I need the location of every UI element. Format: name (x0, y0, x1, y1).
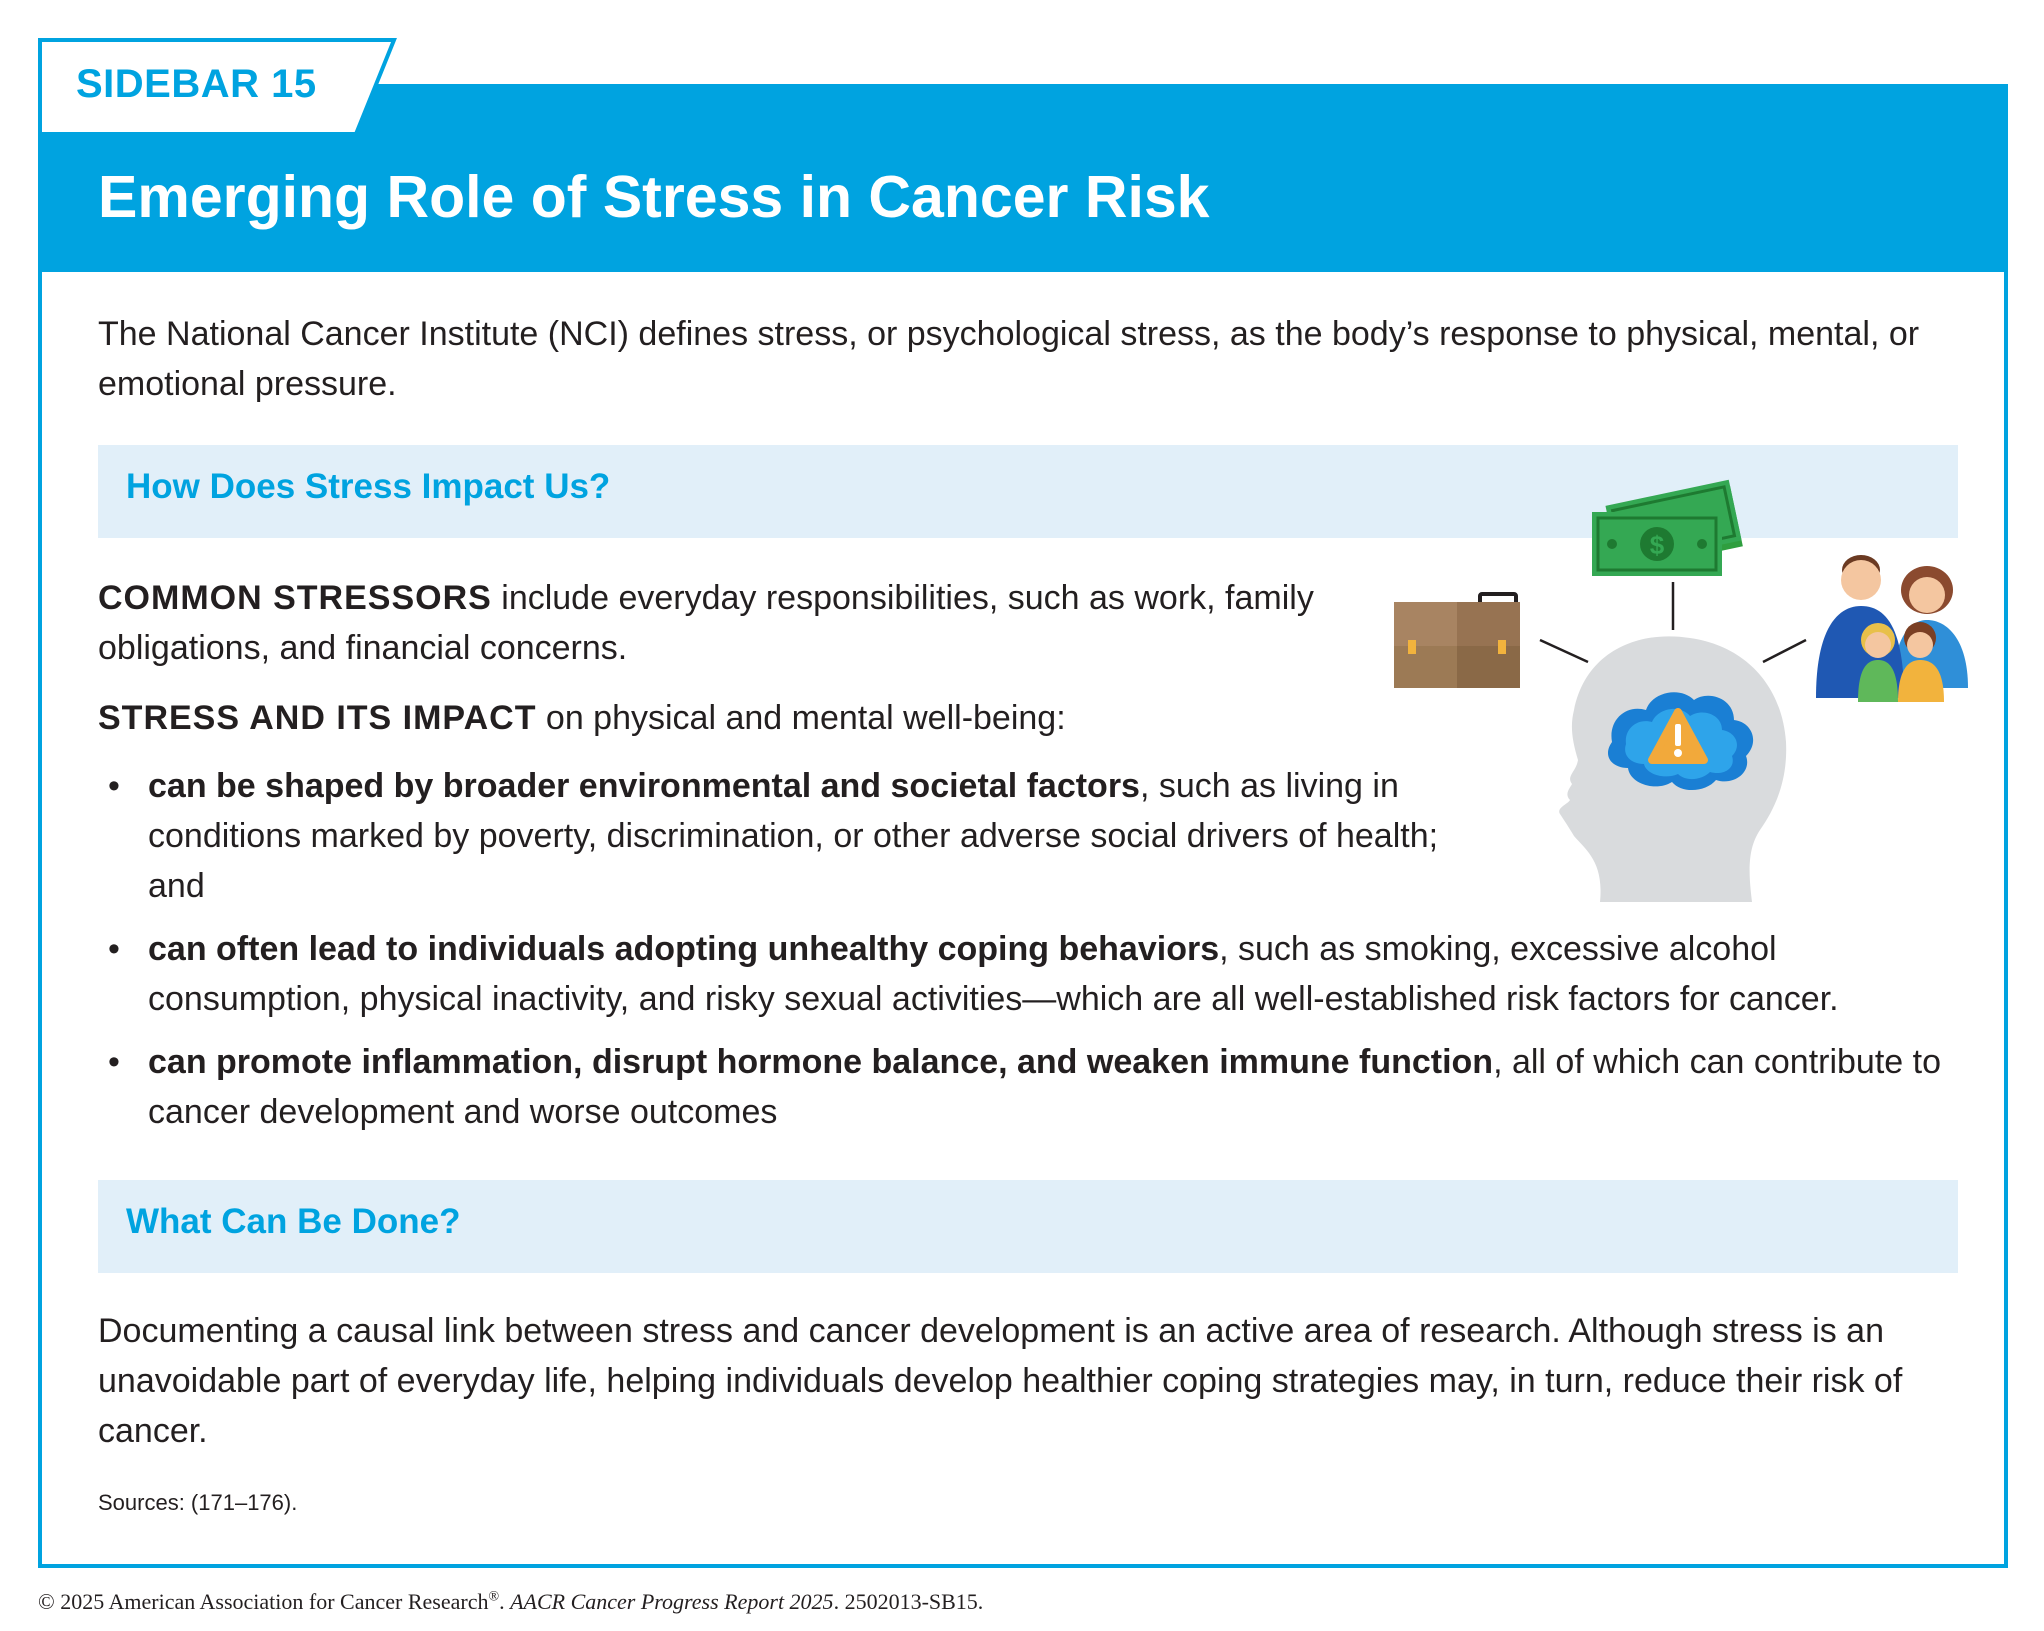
list-item (98, 924, 1978, 1024)
briefcase-icon (1394, 594, 1520, 688)
copyright-line (38, 1589, 983, 1615)
copyright-prefix: © 2025 American Association for Cancer Research (38, 1589, 489, 1614)
list-item (98, 761, 1483, 911)
bullet-dot: • (108, 1043, 120, 1081)
intro-paragraph: The National Cancer Institute (NCI) defines stress, or psychological stress, as the body’s response to physical, mental, or emotional pressure. (98, 315, 1920, 403)
stress-impact-paragraph (98, 693, 1338, 743)
stress-impact-text: on physical and mental well-being: (536, 699, 1066, 737)
common-stressors-text: include everyday responsibilities, such as work, family obligations, and financial concerns. (98, 579, 1314, 667)
bullet-bold-text: can often lead to individuals adopting unhealthy coping behaviors (148, 930, 1220, 968)
copyright-separator: . (499, 1589, 511, 1614)
sources-note: Sources: (171–176). (98, 1490, 298, 1515)
svg-text:$: $ (1649, 530, 1665, 560)
bullet-bold-text: can be shaped by broader environmental and societal factors (148, 767, 1140, 805)
head-with-stress-cloud-icon (1559, 636, 1786, 902)
registered-mark: ® (488, 1589, 500, 1605)
bullet-text: , such as smoking, excessive alcohol consumption, physical inactivity, and risky sexual activities—which are all well-established risk factors for cancer. (148, 930, 1839, 1018)
bullet-dot: • (108, 767, 120, 805)
money-stack-icon (1592, 480, 1743, 576)
section-heading-what-can-be-done: What Can Be Done? (126, 1202, 461, 1241)
bullet-bold-text: can promote inflammation, disrupt hormone balance, and weaken immune function (148, 1043, 1494, 1081)
report-title: AACR Cancer Progress Report 2025 (510, 1589, 834, 1614)
what-can-be-done-paragraph: Documenting a causal link between stress and cancer development is an active area of research. Although stress is an unavoidable part of everyday life, helping individuals develop healthier coping strategies may, in turn, reduce their risk of cancer. (98, 1312, 1903, 1450)
list-item (98, 1037, 1978, 1137)
bullet-dot: • (108, 930, 120, 968)
stress-impact-lead: STRESS AND ITS IMPACT (98, 699, 537, 737)
bullet-text: , all of which can contribute to cancer development and worse outcomes (148, 1043, 1941, 1131)
family-icon (1816, 555, 1968, 702)
common-stressors-paragraph (98, 573, 1338, 673)
connector-line (1540, 640, 1588, 662)
section-band-what-can-be-done (98, 1180, 1958, 1273)
bullet-text: , such as living in conditions marked by poverty, discrimination, or other adverse social drivers of health; and (148, 767, 1439, 905)
section-heading-how-stress-impacts: How Does Stress Impact Us? (126, 467, 611, 506)
sidebar-tab-label: SIDEBAR 15 (76, 62, 317, 106)
copyright-suffix: . 2502013-SB15. (833, 1589, 984, 1614)
common-stressors-lead: COMMON STRESSORS (98, 579, 492, 617)
stress-illustration (1390, 470, 1990, 910)
page-title: Emerging Role of Stress in Cancer Risk (98, 164, 1210, 230)
connector-line (1763, 640, 1806, 662)
